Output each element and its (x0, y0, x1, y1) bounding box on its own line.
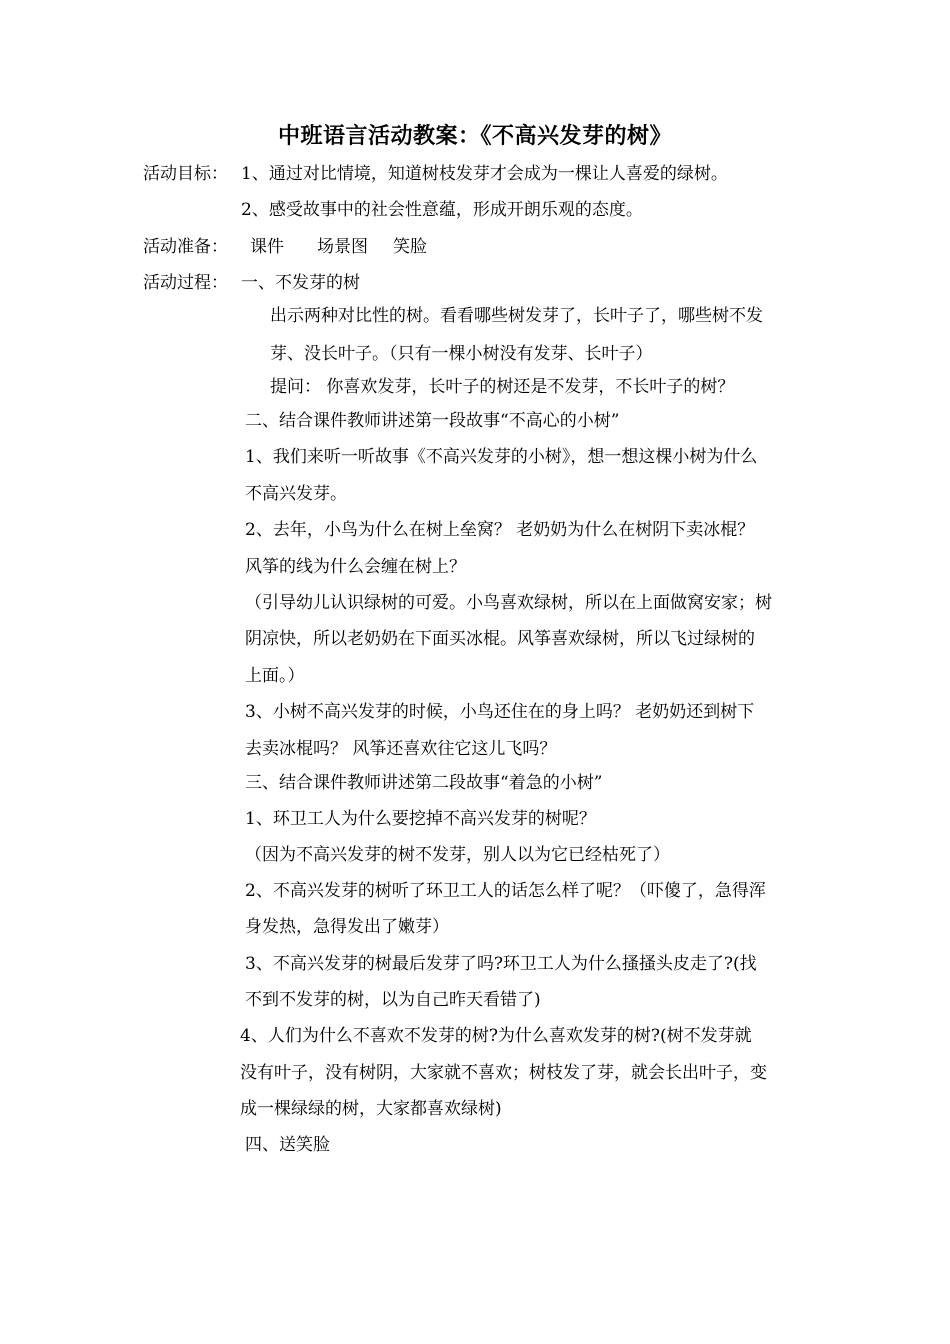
section2-q3-line2: 去卖冰棍吗？ 风筝还喜欢往它这儿飞吗？ (245, 739, 557, 759)
section3-q4-line1: 4、人们为什么不喜欢不发芽的树?为什么喜欢发芽的树?(树不发芽就 (240, 1026, 752, 1046)
section2-q3-line1: 3、小树不高兴发芽的时候，小鸟还住在的身上吗？ 老奶奶还到树下 (245, 702, 755, 722)
process-label: 活动过程： (143, 273, 228, 293)
section2-q2-line2: 风筝的线为什么会缠在树上？ (245, 557, 466, 577)
preparation-item-scene: 场景图 (317, 237, 368, 257)
section1-heading: 一、不发芽的树 (241, 273, 360, 293)
section2-note-line2: 阴凉快，所以老奶奶在下面买冰棍。风筝喜欢绿树，所以飞过绿树的 (245, 629, 755, 649)
section2-heading: 二、结合课件教师讲述第一段故事“不高心的小树” (245, 411, 620, 431)
section2-note-line3: 上面。） (245, 666, 305, 686)
section2-q1-line2: 不高兴发芽。 (245, 484, 347, 504)
section3-q3-line2: 不到不发芽的树，以为自己昨天看错了) (245, 990, 541, 1010)
document-title: 中班语言活动教案：《不高兴发芽的树》 (277, 124, 672, 149)
section2-note-line1: （引导幼儿认识绿树的可爱。小鸟喜欢绿树，所以在上面做窝安家；树 (245, 593, 772, 613)
preparation-item-courseware: 课件 (250, 237, 284, 257)
section1-paragraph-line2: 芽、没长叶子。（只有一棵小树没有发芽、长叶子） (270, 344, 653, 364)
section3-q3-line1: 3、不高兴发芽的树最后发芽了吗?环卫工人为什么搔搔头皮走了?(找 (245, 954, 757, 974)
section3-a1: （因为不高兴发芽的树不发芽，别人以为它已经枯死了） (245, 845, 670, 865)
section3-q4-line2: 没有叶子，没有树阴，大家就不喜欢；树枝发了芽，就会长出叶子，变 (240, 1063, 767, 1083)
section2-q1-line1: 1、我们来听一听故事《不高兴发芽的小树》，想一想这棵小树为什么 (245, 447, 758, 467)
section3-q4-line3: 成一棵绿绿的树，大家都喜欢绿树) (240, 1099, 502, 1119)
preparation-label: 活动准备： (143, 237, 228, 257)
goal-item-2: 2、感受故事中的社会性意蕴，形成开朗乐观的态度。 (241, 200, 643, 220)
section3-q2-line1: 2、不高兴发芽的树听了环卫工人的话怎么样了呢？（吓傻了，急得浑 (245, 881, 766, 901)
section3-q2-line2: 身发热，急得发出了嫩芽） (245, 917, 449, 937)
section3-heading: 三、结合课件教师讲述第二段故事“着急的小树” (245, 773, 603, 793)
section4-heading: 四、送笑脸 (245, 1135, 330, 1155)
section2-q2-line1: 2、去年，小鸟为什么在树上垒窝？ 老奶奶为什么在树阴下卖冰棍？ (245, 520, 755, 540)
goals-label: 活动目标： (143, 164, 228, 184)
section1-paragraph-line1: 出示两种对比性的树。看看哪些树发芽了，长叶子了，哪些树不发 (270, 306, 763, 326)
goal-item-1: 1、通过对比情境，知道树枝发芽才会成为一棵让人喜爱的绿树。 (241, 164, 728, 184)
section1-question: 提问： 你喜欢发芽，长叶子的树还是不发芽，不长叶子的树？ (270, 377, 735, 397)
section3-q1: 1、环卫工人为什么要挖掉不高兴发芽的树呢？ (245, 809, 596, 829)
preparation-item-smiley: 笑脸 (393, 237, 427, 257)
